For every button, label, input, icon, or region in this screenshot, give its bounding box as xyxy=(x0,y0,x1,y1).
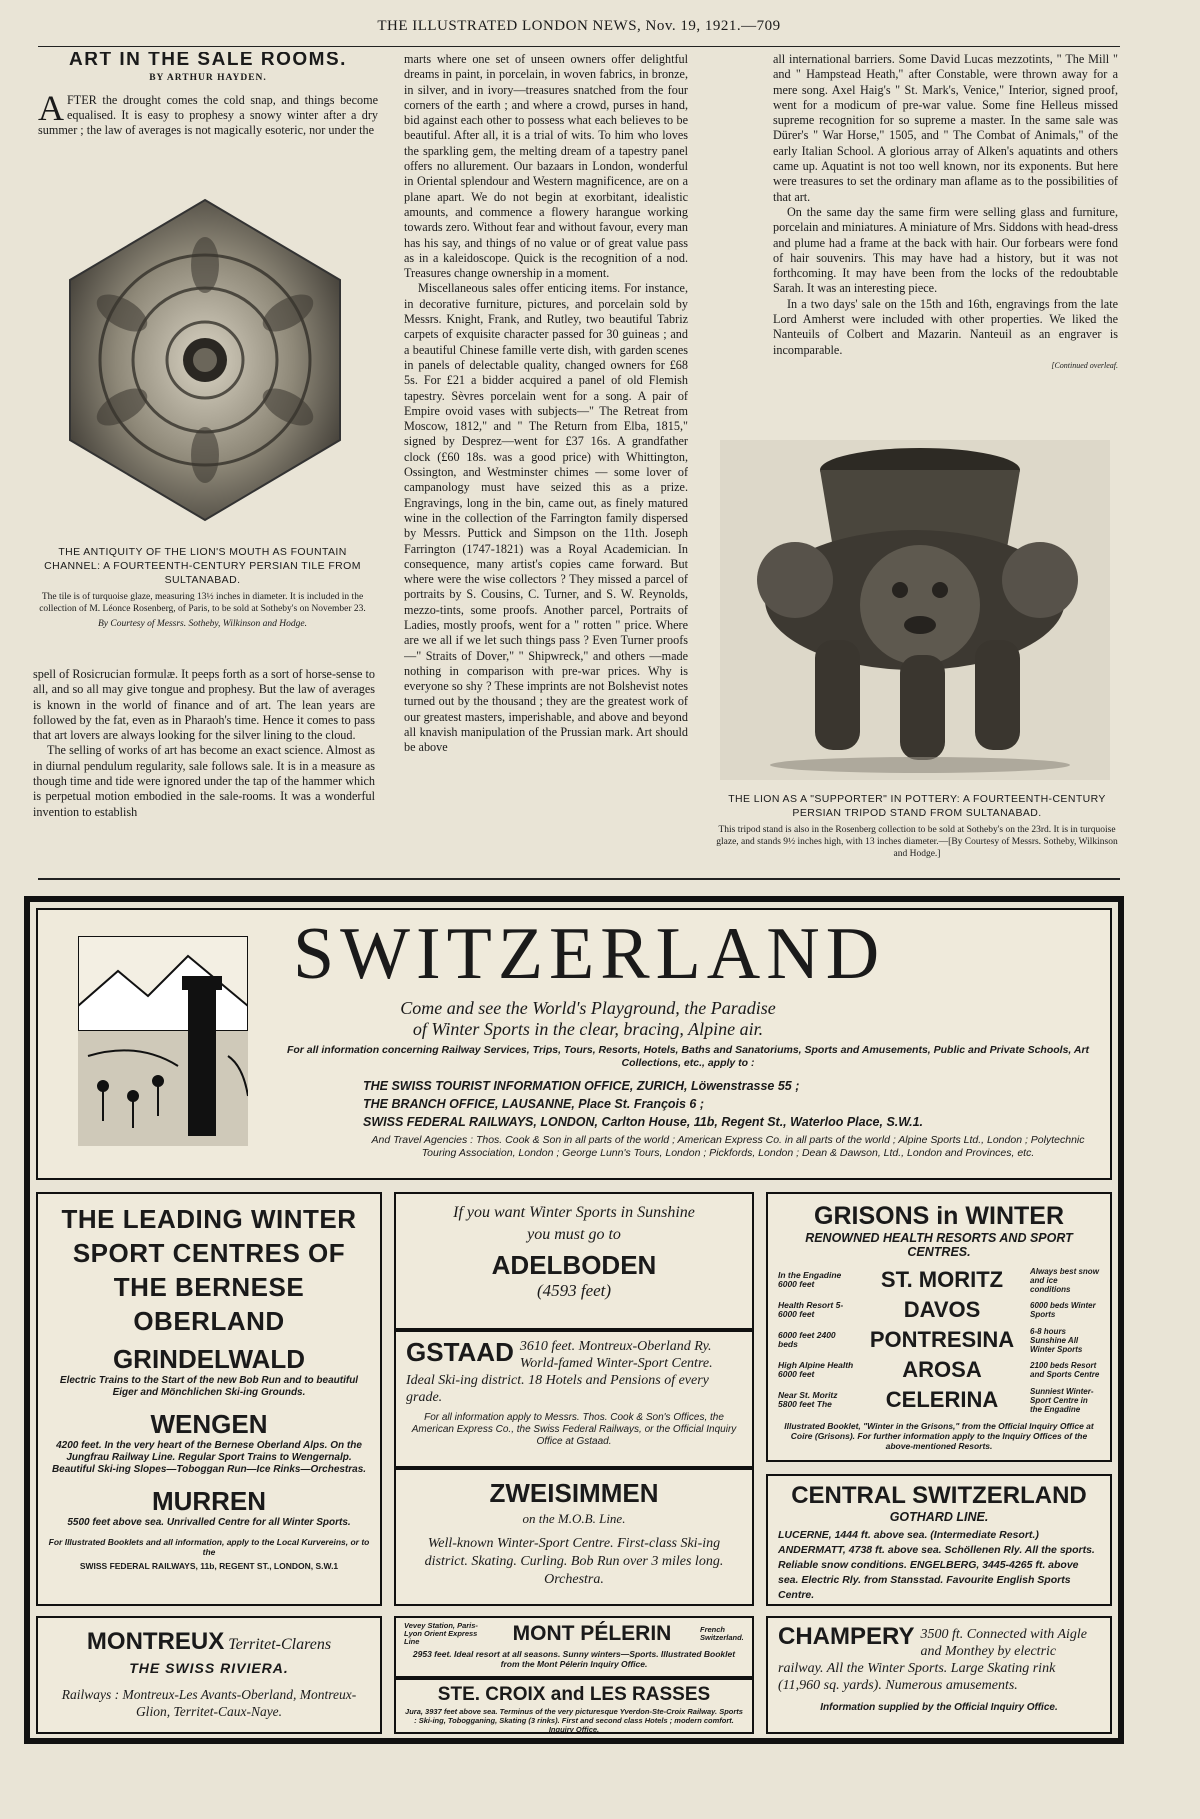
wengen-text: 4200 feet. In the very heart of the Bernese Oberland Alps. On the Jungfrau Railway Line. Regular Sport Trains to Wengernalp. Beautiful Ski-ing Slopes—Toboggan Run—Ice Rinks—Orchestras. xyxy=(51,1440,367,1475)
switzerland-offices: THE SWISS TOURIST INFORMATION OFFICE, ZURICH, Löwenstrasse 55 ; THE BRANCH OFFICE, LAUSANNE, Place St. François 6 ; SWISS FEDERAL RAILWAYS, LONDON, Carlton House, 11b, Regent St., Waterloo Place, S.W.1. xyxy=(363,1079,924,1129)
adelboden-intro: If you want Winter Sports in Sunshine you must go to xyxy=(453,1204,695,1243)
switzerland-title: SWITZERLAND xyxy=(293,913,886,995)
grisons-title: GRISONS in WINTER xyxy=(814,1202,1064,1230)
switzerland-info: For all information concerning Railway Services, Trips, Tours, Resorts, Hotels, Baths and Sanatoriums, Sports and Amusements, Public and Private Schools, Art Collections, etc., apply to : xyxy=(286,1044,1090,1069)
adelboden-advert xyxy=(394,1192,754,1330)
tripod-caption-text: This tripod stand is also in the Rosenberg collection to be sold at Sotheby's on the 23rd. It is in turquoise glaze, and stands 9½ inches high, with 13 inches diameter.—[By Courtesy of Messrs. Sotheby, Wilkinson and Hodge.] xyxy=(716,825,1118,859)
champery-info: Information supplied by the Official Inquiry Office. xyxy=(820,1702,1058,1713)
montreux-railways: Railways : Montreux-Les Avants-Oberland, Montreux-Glion, Territet-Caux-Naye. xyxy=(61,1687,357,1719)
article-title: ART IN THE SALE ROOMS. xyxy=(69,52,347,70)
champery-advert xyxy=(766,1616,1112,1734)
grisons-row: In the Engadine 6000 feet ST. MORITZ Always best snow and ice conditions xyxy=(778,1266,1099,1294)
paragraph: marts where one set of unseen owners offer delightful dreams in paint, in porcelain, in woven fabrics, in bronze, in silver, and in ivory—treasures snatched from the four corners of the earth ; and where a crowd, purses in hand, bid against each other to possess what each believes to be beautiful. After all, it is a trial of wits. To him who loves the sparkling gem, the melting dream of a tapestry panel offers no allurement. Our bazaars in London, wonderful in Oriental splendour and Western magnificence, are on a plane apart. We do not begin at exorbitant, idealistic amounts, and commence a flowery harangue working towards zero. Without fear and without favour, every man has his say, and things of no value or of great value pass as in a kaleidoscope. Quick is the recognition of a nod. Treasures change ownership in a moment. xyxy=(404,52,688,281)
paragraph: In a two days' sale on the 15th and 16th, engravings from the late Lord Amherst were included with other properties. We liked the Nanteuils of Colbert and Mazarin. Nanteuil as an engraver is incomparable. xyxy=(773,296,1118,357)
tile-caption-text: The tile is of turquoise glaze, measuring 13½ inches in diameter. It is included in the collection of M. Léonce Rosenberg, of Paris, to be sold at Sotheby's on November 23. xyxy=(39,592,366,614)
zweisimmen-name: ZWEISIMMEN xyxy=(489,1478,659,1508)
tile-caption-courtesy: By Courtesy of Messrs. Sotheby, Wilkinson and Hodge. xyxy=(98,619,307,629)
bernese-title: THE LEADING WINTER SPORT CENTRES OF THE BERNESE OBERLAND xyxy=(61,1204,357,1336)
mont-pelerin-text: 2953 feet. Ideal resort at all seasons. Sunny winters—Sports. Illustrated Booklet from the Mont Pélerin Inquiry Office. xyxy=(412,1649,736,1669)
grindelwald-heading: GRINDELWALD xyxy=(112,1344,306,1374)
tile-caption xyxy=(30,545,375,629)
mont-pelerin-heading: Vevey Station, Paris-Lyon Orient Express Line MONT PÉLERIN French Switzerland. xyxy=(404,1621,744,1646)
tripod-caption-title: THE LION AS A "SUPPORTER" IN POTTERY: A FOURTEENTH-CENTURY PERSIAN TRIPOD STAND FROM SULTANABAD. xyxy=(728,793,1106,819)
paragraph: all international barriers. Some David Lucas mezzotints, " The Mill " and " Hampstead Heath," after Constable, were thrown away for a mere song. Axel Haig's " St. Mark's, Venice," Interior, signed proof, went for a modicum of pre-war value. Some fine Helleus missed supreme recognition for so supreme a master. In the same sale was Dürer's " War Horse," 1505, and " The Combat of Animals," of the early Italian School. A glorious array of Alken's aquatints and others came up. Aquatint is not too well known, nor its exponents. But here were treasures to set the ordinary man aflame as to the possibilities of that art. xyxy=(773,52,1118,204)
zweisimmen-line: on the M.O.B. Line. xyxy=(522,1511,626,1526)
header-rule xyxy=(38,46,1120,47)
adelboden-name: ADELBODEN xyxy=(491,1250,657,1280)
grisons-advert xyxy=(766,1192,1112,1462)
article-column-1-top xyxy=(38,52,378,172)
grisons-row: Near St. Moritz 5800 feet The CELERINA Sunniest Winter-Sport Centre in the Engadine xyxy=(778,1386,1094,1414)
article-opening-paragraph: AFTER the drought comes the cold snap, and things become equalised. It is easy to prophesy a snowy winter after a dry summer ; the law of averages is not magically esoteric, nor under the xyxy=(38,87,378,138)
grindelwald-text: Electric Trains to the Start of the new Bob Run and to beautiful Eiger and Mönchlichen Ski-ing Grounds. xyxy=(59,1375,359,1398)
zweisimmen-text: Well-known Winter-Sport Centre. First-class Ski-ing district. Skating. Curling. Bob Run over 3 miles long. Orchestra. xyxy=(424,1536,724,1587)
paragraph: Miscellaneous sales offer enticing items. For instance, in decorative furniture, pictures, and porcelain sold by Messrs. Knight, Frank, and Rutley, two beautiful Tabriz carpets of exquisite character passed for 30 guineas ; and a beautiful Chinese famille verte dish, with garden scenes in panels of delectable quality, changed owners for £68 5s. For £21 a bidder acquired a panel of old Flemish tapestry. Sèvres porcelain went for a song. A pair of Empire ovoid vases with subjects—" The Retreat from Moscow, 1812," and " The Return from Elba, 1815," signed by Desprez—went for £37 16s. A grandfather clock (£60 18s. was a good price) with Whittington, Ossington, and Westminster chimes — some lover of campanology must have seized this as a prize. Engravings, long in the bin, came out, as finely matured wine in the collection of the Farrington family dispersed by Messrs. Puttick and Simpson on the 11th. Joseph Farrington (1747-1821) was a Royal Academician. In consequence, many artist's copies came forward. But where were the wise collectors ? They missed a parcel of portraits by S. Cousins, C. Turner, and S. W. Reynolds, mezzo-tints, some proofs. Another parcel, Portraits of Ladies, mostly proofs, went for a " rotten " price. Where are we all if we let such things pass ? Even Turner proofs—" Straits of Dover," " Shipwreck," and others —made nothing in comparison with pre-war prices. Why is everyone so shy ? These imprints are not Bolshevist notes turned out by the thousand ; they are the greatest work of our greatest masters, imperishable, and above and beyond all knavish manipulation of the Prussian mark. Art should be above xyxy=(404,281,688,755)
grisons-row: High Alpine Health 6000 feet AROSA 2100 beds Resort and Sports Centre xyxy=(778,1357,1100,1382)
gstaad-info: For all information apply to Messrs. Thos. Cook & Son's Offices, the American Express Co., the Swiss Federal Railways, or the Official Inquiry Office at Gstaad. xyxy=(411,1412,737,1447)
continued-note: [Continued overleaf. xyxy=(1051,360,1118,370)
central-title: CENTRAL SWITZERLAND xyxy=(791,1482,1087,1509)
article-column-2 xyxy=(404,52,688,868)
wengen-heading: WENGEN xyxy=(150,1409,268,1439)
murren-heading: MURREN xyxy=(151,1486,267,1516)
persian-tripod-illustration xyxy=(720,440,1110,780)
montreux-heading: MONTREUX Territet-Clarens xyxy=(86,1628,332,1655)
gstaad-advert xyxy=(394,1330,754,1468)
champery-name: CHAMPERY xyxy=(778,1623,915,1650)
montreux-advert xyxy=(36,1616,382,1734)
switzerland-advert xyxy=(36,908,1112,1180)
paragraph: On the same day the same firm were selling glass and furniture, porcelain and miniatures. A miniature of Mrs. Siddons with head-dress and plume had a frame at the back with hair. Our forbears were fond of hair souvenirs. This may have had a history, but it was not forthcoming. It may have been from the locks of the redoubtable Sarah. It was an interesting piece. xyxy=(773,204,1118,296)
grisons-booklet: Illustrated Booklet, "Winter in the Grisons," from the Official Inquiry Office at Coire (Grisons). For further information apply to the Inquiry Offices of the above-mentioned Resorts. xyxy=(784,1421,1094,1451)
persian-tile-illustration xyxy=(65,195,345,525)
ste-croix-name: STE. CROIX and LES RASSES xyxy=(437,1684,711,1705)
zweisimmen-advert xyxy=(394,1468,754,1606)
drop-cap: A xyxy=(38,87,64,128)
grisons-row: 6000 feet 2400 beds PONTRESINA 6-8 hours Sunshine All Winter Sports xyxy=(778,1326,1083,1354)
tripod-caption xyxy=(712,792,1122,860)
grisons-row: Health Resort 5-6000 feet DAVOS 6000 beds Winter Sports xyxy=(778,1297,1096,1322)
article-column-1-bottom xyxy=(33,667,375,867)
bernese-sfr: SWISS FEDERAL RAILWAYS, 11b, REGENT ST., LONDON, S.W.1 xyxy=(79,1561,339,1571)
article-column-3 xyxy=(773,52,1118,422)
paragraph: spell of Rosicrucian formulæ. It peeps forth as a sort of horse-sense to all, and so all may give tongue and prophesy. But the law of averages is known in the world of finance and of art. The lean years are followed by the fat, even as in Pharaoh's time. Hence it comes to pass that art lovers are always looking for the silver lining to the cloud. xyxy=(33,667,375,743)
champery-body: CHAMPERY 3500 ft. Connected with Aigle and Monthey by electric railway. All the Winter Sports. Large Skating rink (11,960 sq. yards). Numerous amusements. xyxy=(778,1623,1088,1693)
running-head: THE ILLUSTRATED LONDON NEWS, Nov. 19, 1921.—709 xyxy=(377,18,781,34)
gstaad-body: GSTAAD 3610 feet. Montreux-Oberland Ry. World-famed Winter-Sport Centre. Ideal Ski-ing district. 18 Hotels and Pensions of every grade. xyxy=(406,1337,713,1405)
mont-pelerin-advert xyxy=(394,1616,754,1678)
tile-caption-title: THE ANTIQUITY OF THE LION'S MOUTH AS FOUNTAIN CHANNEL: A FOURTEENTH-CENTURY PERSIAN TILE FROM SULTANABAD. xyxy=(44,546,361,586)
article-byline: BY ARTHUR HAYDEN. xyxy=(149,73,267,84)
central-switzerland-advert xyxy=(766,1474,1112,1606)
ste-croix-advert xyxy=(394,1678,754,1734)
bernese-booklets: For Illustrated Booklets and all information, apply to the Local Kurvereins, or to the xyxy=(48,1537,370,1557)
adelboden-height: (4593 feet) xyxy=(536,1281,612,1300)
alpine-scene-illustration xyxy=(78,936,248,1146)
paragraph: The selling of works of art has become an exact science. Almost as in diurnal pendulum regularity, sale follows sale. It is in a measure as though time and tide were ignored under the tap of the hammer which is perpetual motion embodied in the sale-rooms. It was a wonderful invention to establish xyxy=(33,743,375,819)
montreux-riviera: THE SWISS RIVIERA. xyxy=(129,1660,289,1676)
grisons-subtitle: RENOWNED HEALTH RESORTS AND SPORT CENTRES. xyxy=(805,1231,1073,1259)
murren-text: 5500 feet above sea. Unrivalled Centre for all Winter Sports. xyxy=(67,1517,351,1528)
central-text: LUCERNE, 1444 ft. above sea. (Intermediate Resort.) ANDERMATT, 4738 ft. above sea. Schöllenen Rly. All the sports. Reliable snow conditions. ENGELBERG, 3445-4265 ft. above sea. Electric Rly. from Stansstad. Favourite English Sports Centre. xyxy=(778,1529,1095,1601)
switzerland-tagline: Come and see the World's Playground, the Paradise of Winter Sports in the clear, bracing, Alpine air. xyxy=(400,998,776,1039)
gstaad-name: GSTAAD xyxy=(406,1337,514,1367)
central-subtitle: GOTHARD LINE. xyxy=(889,1510,989,1524)
bernese-oberland-advert xyxy=(36,1192,382,1606)
grisons-resort-list xyxy=(778,1265,1100,1415)
switzerland-agencies: And Travel Agencies : Thos. Cook & Son in all parts of the world ; American Express Co. in all parts of the world ; Alpine Sports Ltd., London ; Polytechnic Touring Association, London ; George Lunn's Tours, London ; Pickfords, London ; Dean & Dawson, Ltd., London and Provinces, etc. xyxy=(371,1134,1085,1159)
ste-croix-text: Jura, 3937 feet above sea. Terminus of the very picturesque Yverdon-Ste-Croix Railway. Sports : Ski-ing, Tobogganing, Skating (3 rinks). First and second class Hotels ; modern comfort. Inquiry Office. xyxy=(405,1707,743,1734)
article-bottom-rule xyxy=(38,878,1120,880)
